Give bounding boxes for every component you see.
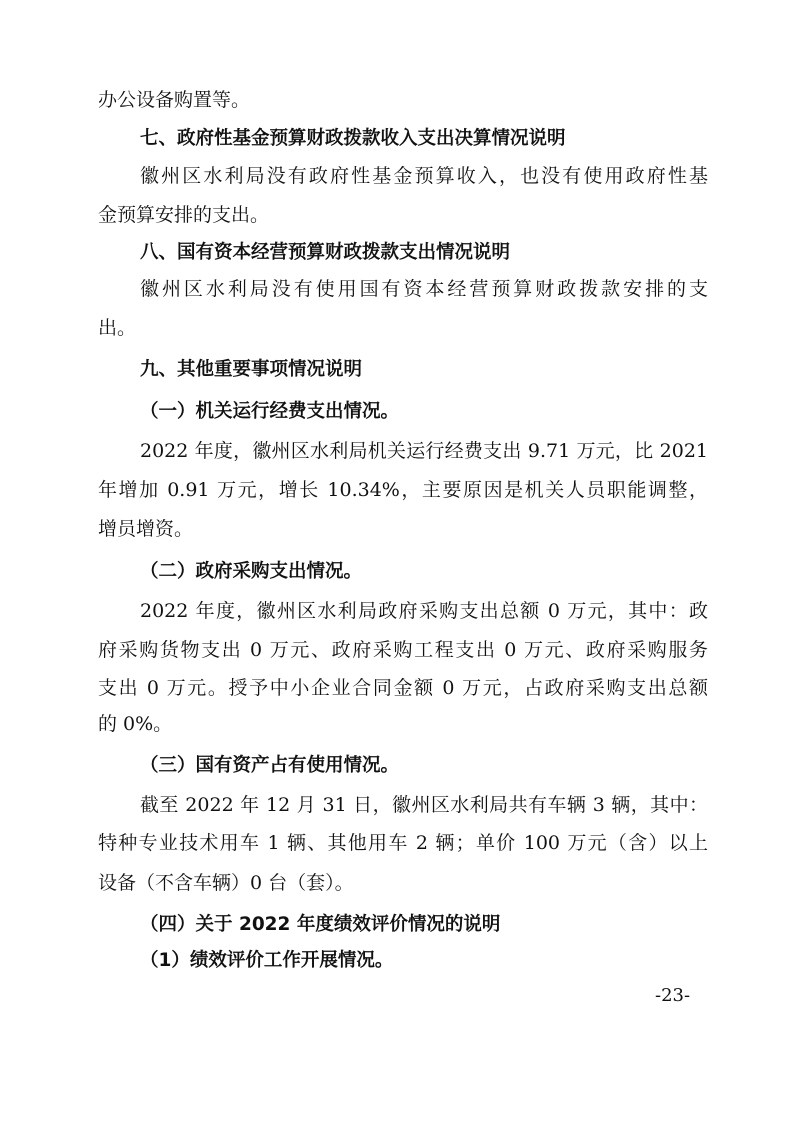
text-line: 府采购货物支出 0 万元、政府采购工程支出 0 万元、政府采购服务 — [98, 639, 708, 661]
text-line: 办公设备购置等。 — [98, 89, 251, 111]
text-line: 徽州区水利局没有使用国有资本经营预算财政拨款安排的支 — [140, 278, 708, 300]
subsection-heading-1: （一）机关运行经费支出情况。 — [140, 401, 400, 422]
text-line: 徽州区水利局没有政府性基金预算收入，也没有使用政府性基 — [140, 165, 708, 187]
subsection-heading-4: （四）关于 2022 年度绩效评价情况的说明 — [140, 914, 501, 935]
text-line: 2022 年度，徽州区水利局机关运行经费支出 9.71 万元，比 2021 — [140, 440, 708, 462]
text-line: 的 0%。 — [98, 713, 173, 735]
subsection-heading-2: （二）政府采购支出情况。 — [140, 561, 363, 582]
subsection-heading-4-1: （1）绩效评价工作开展情况。 — [140, 950, 394, 971]
text-line: 2022 年度，徽州区水利局政府采购支出总额 0 万元，其中：政 — [140, 600, 708, 622]
text-line: 年增加 0.91 万元，增长 10.34%，主要原因是机关人员职能调整， — [98, 479, 708, 501]
text-line: 出。 — [98, 317, 137, 339]
section-heading-7: 七、政府性基金预算财政拨款收入支出决算情况说明 — [140, 128, 566, 149]
text-line: 设备（不含车辆）0 台（套）。 — [98, 872, 354, 894]
text-line: 截至 2022 年 12 月 31 日，徽州区水利局共有车辆 3 辆，其中： — [140, 794, 708, 816]
subsection-heading-3: （三）国有资产占有使用情况。 — [140, 755, 400, 776]
text-line: 特种专业技术用车 1 辆、其他用车 2 辆；单价 100 万元（含）以上 — [98, 832, 708, 854]
section-heading-9: 九、其他重要事项情况说明 — [140, 359, 363, 380]
text-line: 增员增资。 — [98, 518, 194, 540]
section-heading-8: 八、国有资本经营预算财政拨款支出情况说明 — [140, 242, 511, 263]
page-number: -23- — [655, 985, 691, 1006]
text-line: 支出 0 万元。授予中小企业合同金额 0 万元，占政府采购支出总额 — [98, 677, 708, 699]
text-line: 金预算安排的支出。 — [98, 204, 270, 226]
